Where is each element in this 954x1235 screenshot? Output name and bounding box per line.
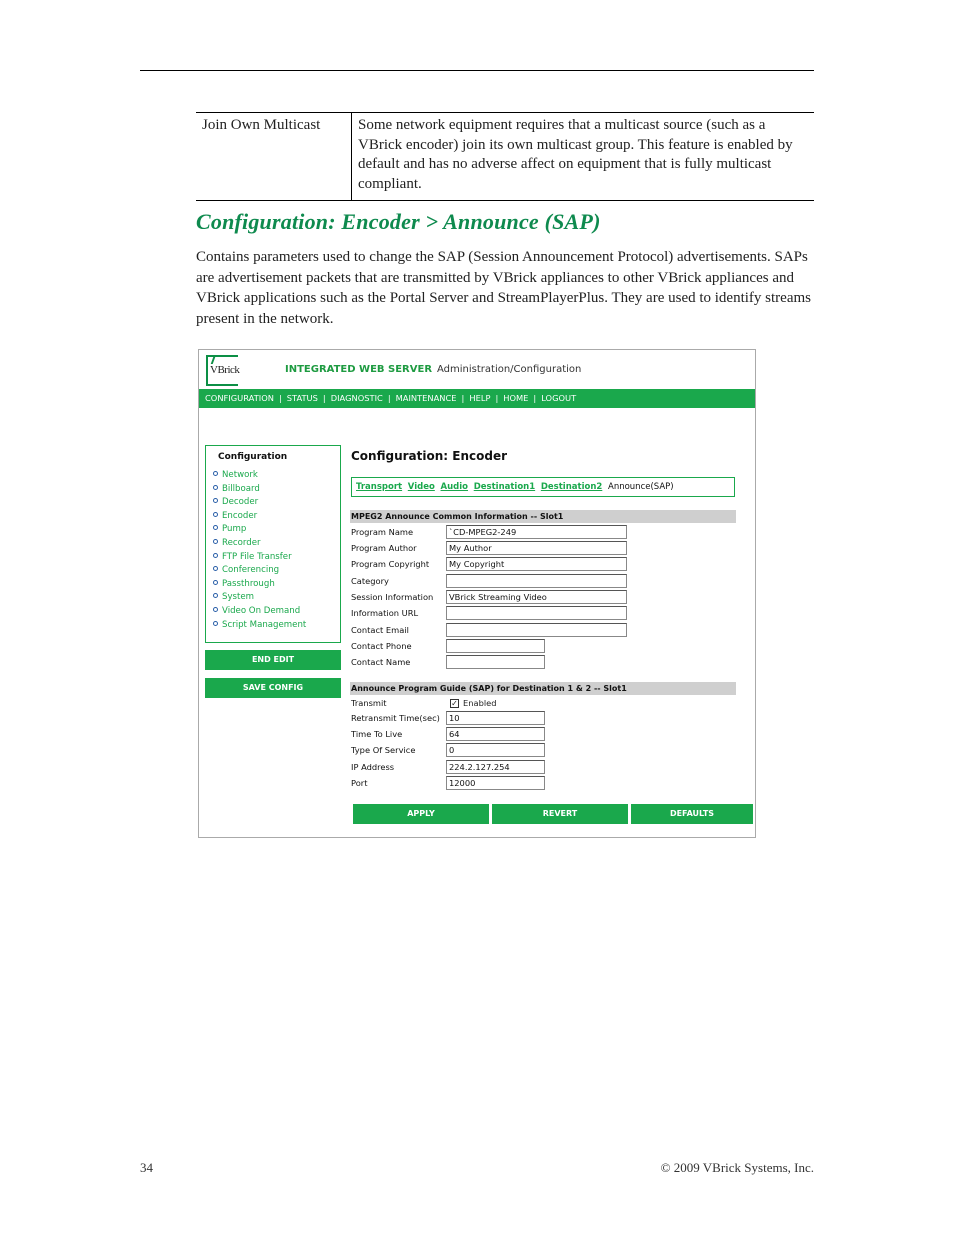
bullet-icon — [213, 566, 218, 571]
program-name-input[interactable]: `CD-MPEG2-249 — [446, 525, 627, 539]
field-label: Port — [351, 778, 368, 788]
field-label: Transmit — [351, 698, 387, 708]
nav-home[interactable]: HOME — [503, 393, 529, 403]
nav-diagnostic[interactable]: DIAGNOSTIC — [330, 393, 383, 403]
field-label: Contact Phone — [351, 641, 412, 651]
nav-status[interactable]: STATUS — [286, 393, 318, 403]
category-input[interactable] — [446, 574, 627, 588]
sidebar-item-pump[interactable]: Pump — [213, 523, 306, 537]
field-label: Time To Live — [351, 729, 403, 739]
revert-button[interactable]: REVERT — [492, 804, 628, 824]
field-label: Program Author — [351, 543, 417, 553]
nav-configuration[interactable]: CONFIGURATION — [205, 393, 274, 403]
tab-announce-current: Announce(SAP) — [608, 482, 674, 492]
top-nav: CONFIGURATION | STATUS | DIAGNOSTIC | MAINTENANCE | HELP | HOME | LOGOUT — [199, 389, 755, 408]
web-server-screenshot — [198, 349, 756, 838]
checkmark-icon: ✓ — [451, 699, 458, 708]
sidebar-item-passthrough[interactable]: Passthrough — [213, 578, 306, 592]
contact-email-input[interactable] — [446, 623, 627, 637]
tos-input[interactable]: 0 — [446, 743, 545, 757]
common-info-heading: MPEG2 Announce Common Information -- Slot1 — [350, 510, 736, 523]
field-label: Program Copyright — [351, 559, 430, 569]
field-label: Program Name — [351, 527, 414, 537]
field-label: IP Address — [351, 762, 395, 772]
sidebar-item-system[interactable]: System — [213, 591, 306, 605]
sidebar-item-decoder[interactable]: Decoder — [213, 496, 306, 510]
bullet-icon — [213, 525, 218, 530]
nav-maintenance[interactable]: MAINTENANCE — [395, 393, 457, 403]
sidebar-item-network[interactable]: Network — [213, 469, 306, 483]
bullet-icon — [213, 553, 218, 558]
end-edit-button[interactable]: END EDIT — [205, 650, 341, 670]
copyright: © 2009 VBrick Systems, Inc. — [660, 1160, 814, 1175]
transmit-enabled-label: Enabled — [463, 698, 497, 708]
save-config-button[interactable]: SAVE CONFIG — [205, 678, 341, 698]
encoder-subnav — [351, 477, 735, 497]
bullet-icon — [213, 607, 218, 612]
bullet-icon — [213, 593, 218, 598]
field-label: Type Of Service — [351, 745, 416, 755]
header-rule — [140, 70, 814, 71]
field-label: Contact Name — [351, 657, 411, 667]
contact-phone-input[interactable] — [446, 639, 545, 653]
field-label: Category — [351, 576, 389, 586]
program-copyright-input[interactable]: My Copyright — [446, 557, 627, 571]
page-title: Configuration: Encoder — [351, 449, 507, 463]
field-label: Session Information — [351, 592, 434, 602]
section-body: Contains parameters used to change the SAP (Session Announcement Protocol) advertisements. SAPs are advertisement packets that are transmitted by VBrick appliances to other VBrick appliances and VBrick applications such as the Portal Server and StreamPlayerPlus. They are used to identify streams present in the network. — [196, 249, 811, 328]
sidebar-item-conferencing[interactable]: Conferencing — [213, 564, 306, 578]
field-label: Information URL — [351, 608, 419, 618]
table-row — [196, 113, 814, 201]
tab-transport[interactable]: Transport — [356, 482, 403, 492]
sidebar-list — [213, 469, 306, 632]
bullet-icon — [213, 539, 218, 544]
field-label: Retransmit Time(sec) — [351, 713, 440, 723]
app-subtitle: Administration/Configuration — [437, 364, 582, 375]
program-author-input[interactable]: My Author — [446, 541, 627, 555]
sidebar-item-script[interactable]: Script Management — [213, 619, 306, 633]
section-heading: Configuration: Encoder > Announce (SAP) — [196, 209, 601, 234]
defaults-button[interactable]: DEFAULTS — [631, 804, 753, 824]
sidebar-item-encoder[interactable]: Encoder — [213, 510, 306, 524]
sidebar-title: Configuration — [218, 452, 288, 462]
contact-name-input[interactable] — [446, 655, 545, 669]
bullet-icon — [213, 512, 218, 517]
sidebar-item-vod[interactable]: Video On Demand — [213, 605, 306, 619]
field-label: Contact Email — [351, 625, 409, 635]
nav-help[interactable]: HELP — [469, 393, 491, 403]
nav-logout[interactable]: LOGOUT — [541, 393, 577, 403]
page-number: 34 — [140, 1160, 153, 1175]
parameter-term: Join Own Multicast — [196, 113, 352, 201]
retransmit-time-input[interactable]: 10 — [446, 711, 545, 725]
bullet-icon — [213, 485, 218, 490]
bullet-icon — [213, 471, 218, 476]
tab-destination1[interactable]: Destination1 — [473, 482, 536, 492]
bullet-icon — [213, 621, 218, 626]
sidebar-item-billboard[interactable]: Billboard — [213, 483, 306, 497]
transmit-checkbox[interactable] — [450, 699, 459, 708]
ip-address-input[interactable]: 224.2.127.254 — [446, 760, 545, 774]
info-url-input[interactable] — [446, 606, 627, 620]
sidebar — [205, 445, 341, 643]
bullet-icon — [213, 580, 218, 585]
parameter-table — [196, 112, 814, 201]
app-name: INTEGRATED WEB SERVER — [285, 364, 433, 375]
program-guide-heading: Announce Program Guide (SAP) for Destination 1 & 2 -- Slot1 — [350, 682, 736, 695]
apply-button[interactable]: APPLY — [353, 804, 489, 824]
session-info-input[interactable]: VBrick Streaming Video — [446, 590, 627, 604]
tab-destination2[interactable]: Destination2 — [540, 482, 603, 492]
port-input[interactable]: 12000 — [446, 776, 545, 790]
sidebar-item-recorder[interactable]: Recorder — [213, 537, 306, 551]
sidebar-item-ftp[interactable]: FTP File Transfer — [213, 551, 306, 565]
vbrick-logo: VBrick — [206, 355, 238, 386]
tab-audio[interactable]: Audio — [440, 482, 469, 492]
ttl-input[interactable]: 64 — [446, 727, 545, 741]
tab-video[interactable]: Video — [407, 482, 435, 492]
parameter-description: Some network equipment requires that a multicast source (such as a VBrick encoder) join its own multicast group. This feature is enabled by default and has no adverse affect on equipment that is fully multicast compliant. — [358, 117, 793, 192]
bullet-icon — [213, 498, 218, 503]
